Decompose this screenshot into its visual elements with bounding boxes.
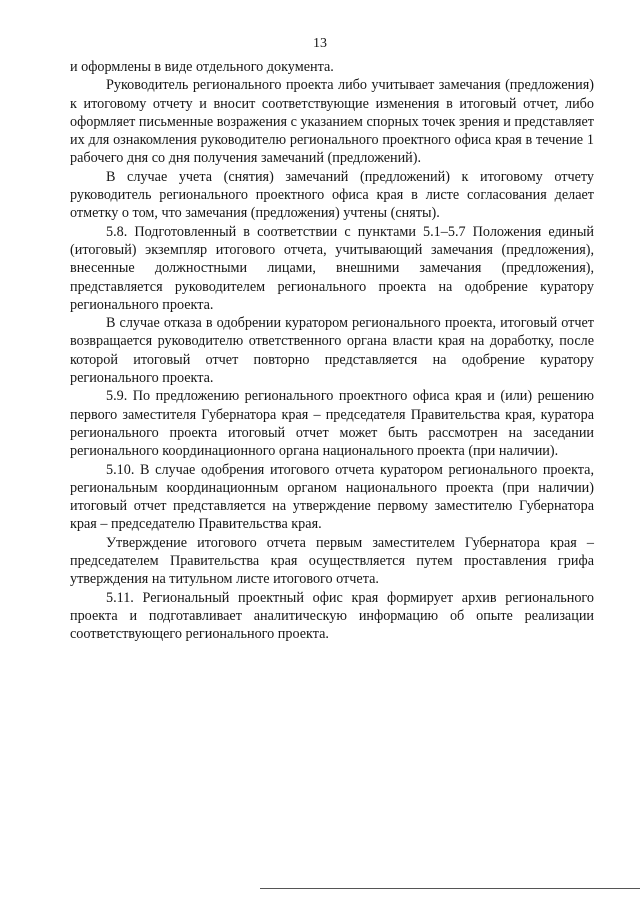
document-body	[70, 58, 594, 644]
paragraph-corrections: Руководитель регионального проекта либо учитывает замечания (предложения) к итоговому отчету и вносит соответствующие изменения в итоговый отчет, либо оформляет письменные возражения с указанием спорных точек зрения и представляет их для ознакомления руководителю регионального проектного офиса края в течение 1 рабочего дня со дня получения замечаний (предложений).	[70, 77, 594, 167]
paragraph-5-11: 5.11. Региональный проектный офис края формирует архив регионального проекта и подготавливает аналитическую информацию об опыте реализации соответствующего регионального проекта.	[70, 589, 594, 643]
paragraph-approval-mark: В случае учета (снятия) замечаний (предложений) к итоговому отчету руководитель регионального проектного офиса края в листе согласования делает отметку о том, что замечания (предложения) учтены (сняты).	[70, 168, 594, 222]
paragraph-5-9: 5.9. По предложению регионального проектного офиса края и (или) решению первого заместителя Губернатора края – председателя Правительства края, куратора регионального проекта итоговый отчет может быть рассмотрен на заседании регионального координационного органа национального проекта (при наличии).	[70, 388, 594, 460]
paragraph-approval: Утверждение итогового отчета первым заместителем Губернатора края – председателем Правительства края осуществляется путем проставления грифа утверждения на титульном листе итогового отчета.	[70, 534, 594, 588]
page-number: 13	[313, 36, 327, 51]
paragraph-refusal: В случае отказа в одобрении куратором регионального проекта, итоговый отчет возвращается руководителю ответственного органа власти края на доработку, после которой итоговый отчет повторно представляется на одобрение куратору регионального проекта.	[70, 315, 594, 387]
paragraph-continuation: и оформлены в виде отдельного документа.	[70, 59, 334, 75]
paragraph-5-8: 5.8. Подготовленный в соответствии с пунктами 5.1–5.7 Положения единый (итоговый) экземпляр итогового отчета, учитывающий замечания (предложения), внесенные должностными лицами, внешними замечания (предложения), представляется руководителем регионального проекта на одобрение куратору регионального проекта.	[70, 223, 594, 313]
scan-edge-line	[260, 888, 640, 889]
paragraph-5-10: 5.10. В случае одобрения итогового отчета куратором регионального проекта, региональным координационным органом национального проекта (при наличии) итоговый отчет представляется на утверждение первому заместителю Губернатора края – председателю Правительства края.	[70, 461, 594, 533]
